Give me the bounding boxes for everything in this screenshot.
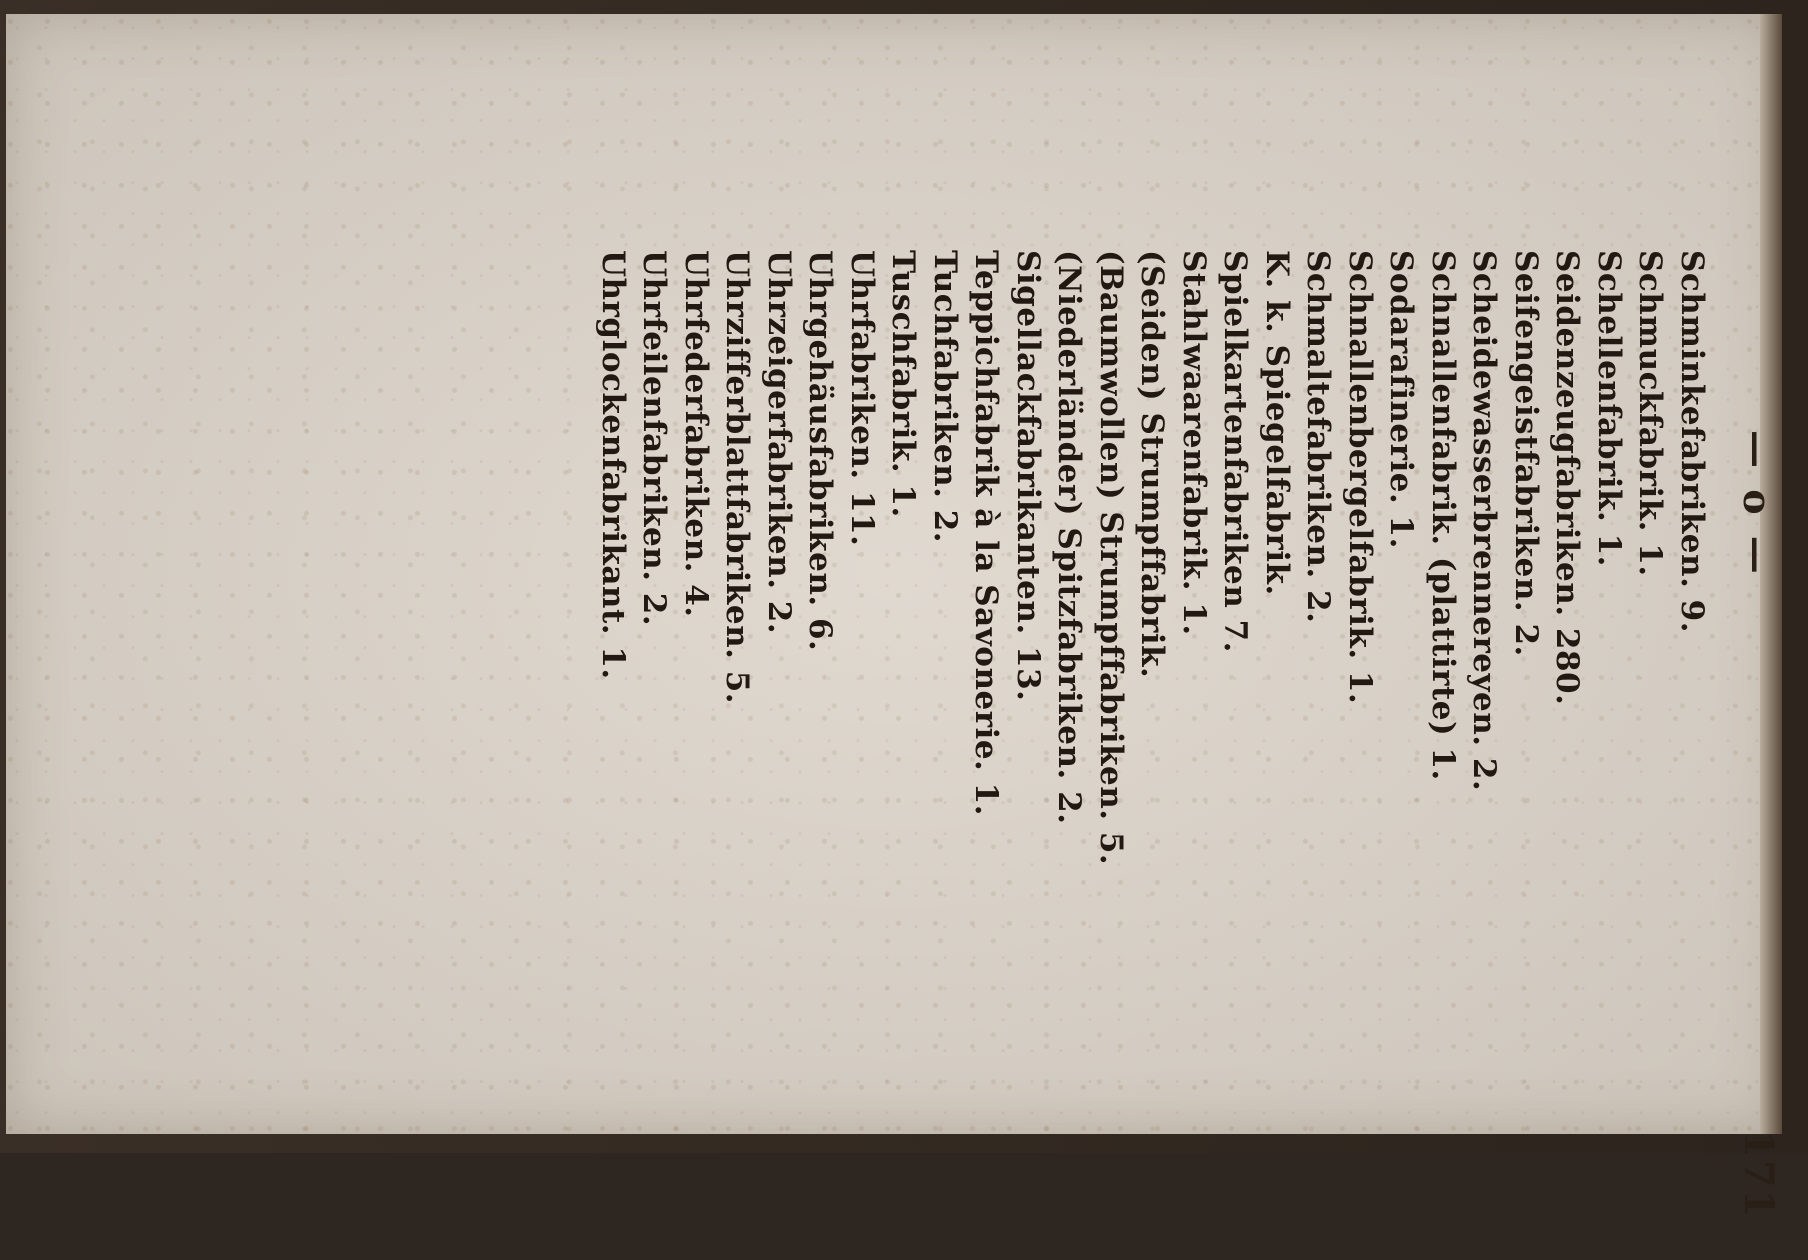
list-item: Uhrgehäusfabriken. 6.: [802, 250, 839, 652]
list-item: Stahlwaarenfabrik. 1.: [1176, 250, 1212, 636]
list-item: Sodarafinerie. 1.: [1383, 250, 1420, 549]
list-item: Schmaltefabriken. 2.: [1300, 250, 1337, 624]
list-item: Tuchfabriken. 2.: [927, 250, 963, 544]
list-item: Uhrglockenfabrikant. 1.: [595, 250, 631, 680]
list-item: Sigellackfabrikanten. 13.: [1010, 250, 1046, 702]
list-item: (Niederländer) Spitzfabriken. 2.: [1051, 250, 1088, 825]
list-item: Uhrfeilenfabriken. 2.: [636, 250, 673, 627]
list-item: Schnallenfabrik. (plattirte) 1.: [1425, 250, 1461, 781]
list-item: Schmuckfabrik. 1.: [1632, 250, 1669, 577]
header-ornament: — o —: [1735, 430, 1780, 578]
list-item: (Seiden) Strumpffabrik.: [1134, 250, 1171, 679]
list-item: K. k. Spiegelfabrik.: [1259, 250, 1295, 596]
page-header: [1712, 250, 1782, 1260]
list-item: Schellenfabrik. 1.: [1591, 250, 1627, 567]
list-item: Seifengeistfabriken. 2.: [1508, 250, 1544, 657]
list-item: Uhrfabriken. 11.: [844, 250, 880, 547]
list-item: (Baumwollen) Strumpffabriken. 5.: [1093, 250, 1129, 866]
list-item: Teppichfabrik à la Savonerie. 1.: [968, 250, 1005, 816]
list-item: Uhrfederfabriken. 4.: [678, 250, 714, 618]
list-item: Schminkefabriken. 9.: [1674, 250, 1710, 634]
list-item: Schnallenbergelfabrik. 1.: [1342, 250, 1378, 705]
page-number: 171: [1735, 1130, 1782, 1220]
rotated-text-block: [282, 250, 1782, 1260]
list-item: Uhrzeigerfabriken. 2.: [761, 250, 797, 635]
list-item: Spielkartenfabriken 7.: [1217, 250, 1254, 653]
list-item: Tuschfabrik. 1.: [885, 250, 922, 518]
list-item: Uhrzifferblattfabriken. 5.: [719, 250, 756, 705]
list-item: Seidenzeugfabriken. 280.: [1549, 250, 1586, 706]
list-item: Scheidewasserbrennereyen. 2.: [1466, 250, 1503, 792]
factory-list: [592, 250, 1713, 1260]
